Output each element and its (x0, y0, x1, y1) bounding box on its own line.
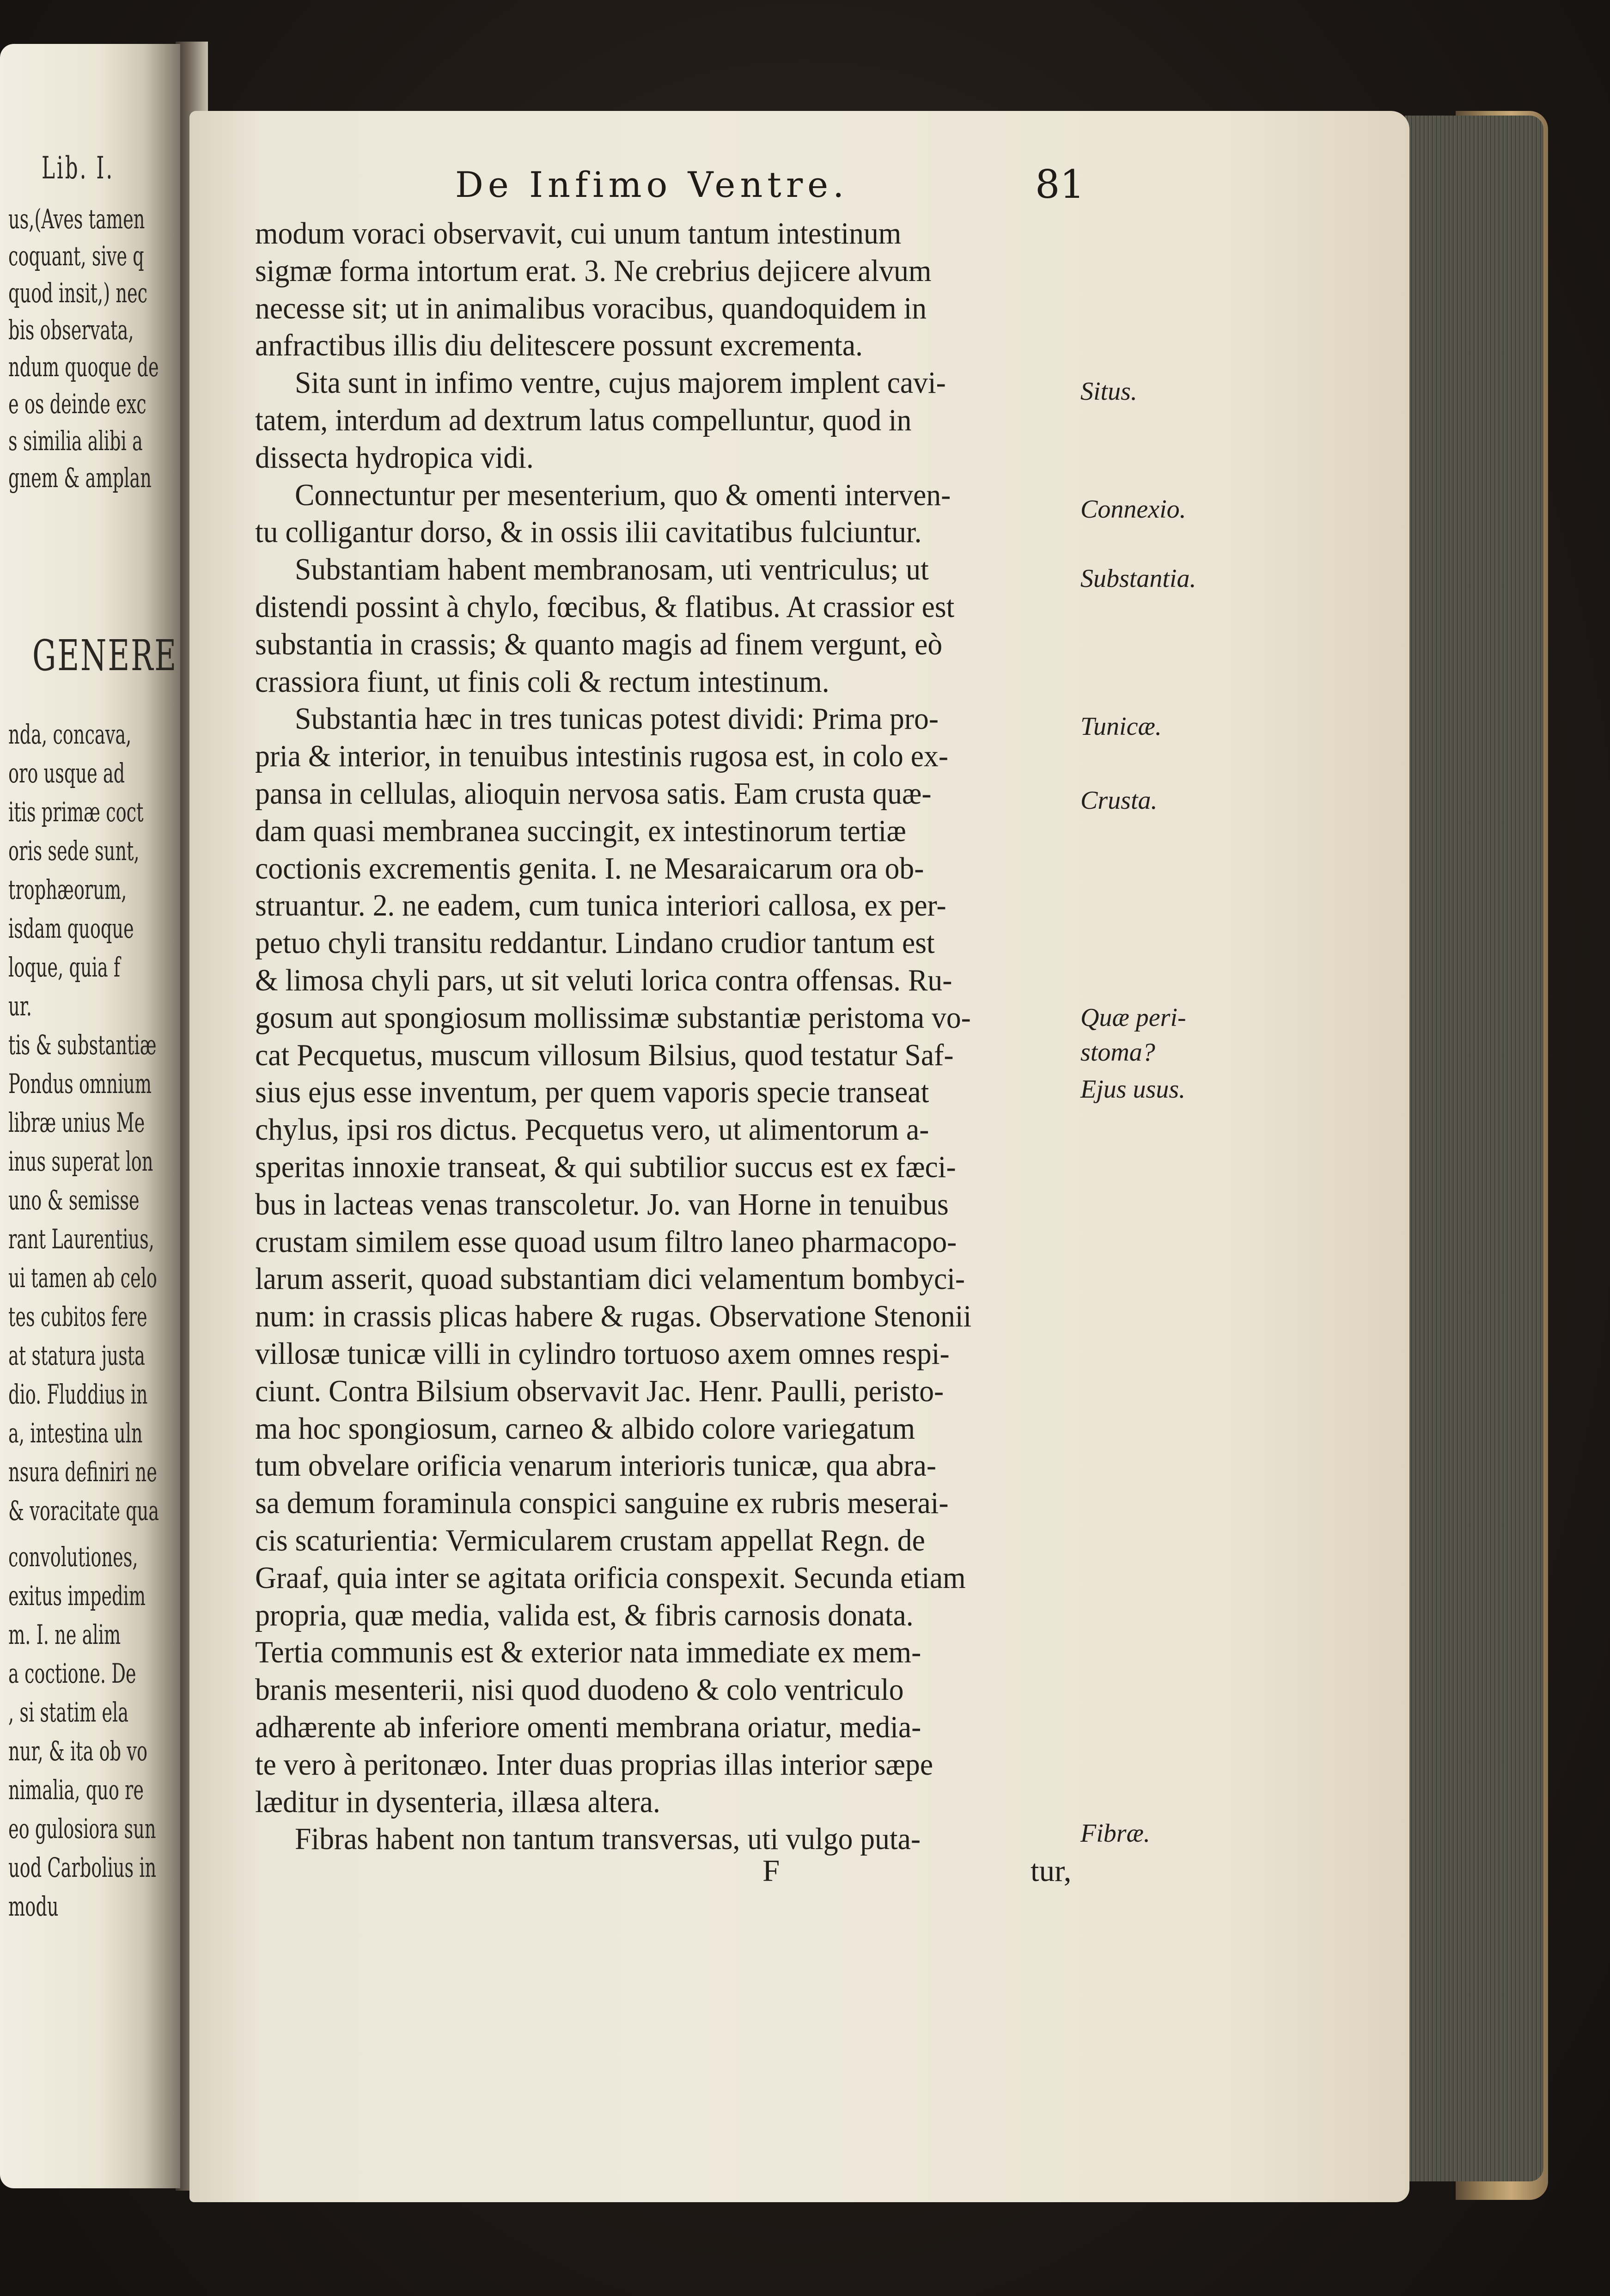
facing-page-header: Lib. I. (42, 150, 115, 186)
text-line: substantia in crassis; & quanto magis ad finem vergunt, eò (255, 627, 943, 661)
text-line: Substantiam habent membranosam, uti ventriculus; ut (295, 552, 929, 586)
text-line: cis scaturientia: Vermicularem crustam appellat Regn. de (255, 1523, 925, 1557)
text-line: distendi possint à chylo, fœcibus, & flatibus. At crassior est (255, 590, 955, 624)
facing-page-line: a coctione. De (8, 1658, 136, 1689)
margin-note: Substantia. (1080, 564, 1196, 593)
facing-page-line: nur, & ita ob vo (8, 1735, 147, 1767)
facing-page-line: coquant, sive q (8, 240, 144, 272)
text-line: Connectuntur per mesenterium, quo & omenti interven- (295, 478, 951, 512)
text-line: ciunt. Contra Bilsium observavit Jac. Henr. Paulli, peristo- (255, 1374, 944, 1408)
text-line: villosæ tunicæ villi in cylindro tortuoso axem omnes respi- (255, 1337, 950, 1371)
facing-page-line: ur. (8, 990, 32, 1022)
text-line: Substantia hæc in tres tunicas potest dividi: Prima pro- (295, 702, 939, 736)
facing-page-line: tis & substantiæ (8, 1029, 157, 1061)
text-line: & limosa chyli pars, ut sit veluti lorica contra offensas. Ru- (255, 963, 952, 997)
facing-page (0, 44, 180, 2188)
facing-page-line: modu (8, 1891, 59, 1922)
facing-page-line: isdam quoque (8, 913, 134, 944)
facing-page-line: ui tamen ab celo (8, 1262, 157, 1294)
facing-page-line: trophæorum, (8, 874, 127, 905)
text-line: propria, quæ media, valida est, & fibris carnosis donata. (255, 1598, 914, 1632)
text-line: Graaf, quia inter se agitata orificia conspexit. Secunda etiam (255, 1561, 966, 1595)
facing-page-line: uod Carbolius in (8, 1852, 157, 1883)
text-line: ma hoc spongiosum, carneo & albido colore variegatum (255, 1411, 915, 1446)
text-line: pria & interior, in tenuibus intestinis rugosa est, in colo ex- (255, 739, 949, 773)
margin-note: stoma? (1080, 1038, 1155, 1067)
facing-page-line: nsura definiri ne (8, 1456, 157, 1488)
text-line: tum obvelare orificia venarum interioris tunicæ, qua abra- (255, 1448, 937, 1483)
margin-note: Connexio. (1080, 495, 1186, 524)
facing-page-line: gnem & amplan (8, 462, 152, 494)
facing-page-line: rant Laurentius, (8, 1223, 154, 1255)
text-line: læditur in dysenteria, illæsa altera. (255, 1785, 660, 1819)
facing-page-line: dio. Fluddius in (8, 1379, 148, 1410)
facing-page-line: at statura justa (8, 1340, 145, 1371)
text-line: tu colligantur dorso, & in ossis ilii cavitatibus fulciuntur. (255, 515, 922, 549)
text-line: chylus, ipsi ros dictus. Pecquetus vero, ut alimentorum a- (255, 1112, 929, 1147)
text-line: crustam similem esse quoad usum filtro laneo pharmacopo- (255, 1225, 957, 1259)
text-line: sius ejus esse inventum, per quem vaporis specie transeat (255, 1075, 929, 1109)
facing-page-line: exitus impedim (8, 1580, 146, 1612)
page-number: 81 (1035, 162, 1085, 207)
text-line: te vero à peritonæo. Inter duas proprias illas interior sæpe (255, 1747, 933, 1782)
facing-page-line: s similia alibi a (8, 425, 143, 457)
facing-page-line: itis primæ coct (8, 796, 144, 828)
facing-page-line: , si statim ela (8, 1697, 129, 1728)
signature-mark: F (762, 1854, 780, 1888)
facing-page-heading: GENERE (32, 631, 178, 680)
facing-page-line: eo gulosiora sun (8, 1813, 156, 1844)
facing-page-line: & voracitate qua (8, 1495, 159, 1527)
text-line: bus in lacteas venas transcoletur. Jo. van Horne in tenuibus (255, 1187, 949, 1221)
facing-page-line: e os deinde exc (8, 388, 146, 420)
facing-page-line: Pondus omnium (8, 1068, 152, 1099)
facing-page-line: tes cubitos fere (8, 1301, 147, 1332)
text-line: petuo chyli transitu reddantur. Lindano crudior tantum est (255, 926, 935, 960)
facing-page-line: bis observata, (8, 314, 134, 346)
text-line: sa demum foraminula conspici sanguine ex rubris meserai- (255, 1486, 949, 1520)
text-line: crassiora fiunt, ut finis coli & rectum intestinum. (255, 665, 829, 699)
facing-page-line: quod insit,) nec (8, 277, 148, 309)
margin-note: Tunicæ. (1080, 712, 1162, 741)
facing-page-line: oris sede sunt, (8, 835, 140, 867)
text-line: pansa in cellulas, alioquin nervosa satis. Eam crusta quæ- (255, 776, 932, 811)
text-line: Fibras habent non tantum transversas, uti vulgo puta- (295, 1822, 921, 1856)
page-block-edge (1405, 116, 1543, 2181)
text-line: num: in crassis plicas habere & rugas. Observatione Stenonii (255, 1299, 972, 1333)
text-line: Tertia communis est & exterior nata immediate ex mem- (255, 1635, 921, 1669)
facing-page-line: libræ unius Me (8, 1107, 145, 1138)
text-line: tatem, interdum ad dextrum latus compelluntur, quod in (255, 403, 912, 437)
facing-page-line: nda, concava, (8, 719, 132, 750)
text-line: sigmæ forma intortum erat. 3. Ne crebrius dejicere alvum (255, 254, 932, 288)
facing-page-line: us,(Aves tamen (8, 203, 145, 235)
text-line: larum asserit, quoad substantiam dici velamentum bombyci- (255, 1262, 965, 1296)
margin-note: Crusta. (1080, 786, 1158, 815)
running-head: De Infimo Ventre. (455, 164, 849, 205)
text-line: dissecta hydropica vidi. (255, 440, 534, 475)
facing-page-line: a, intestina uln (8, 1417, 143, 1449)
facing-page-line: oro usque ad (8, 757, 125, 789)
margin-note: Quæ peri- (1080, 1003, 1186, 1032)
text-line: cat Pecquetus, muscum villosum Bilsius, quod testatur Saf- (255, 1038, 954, 1072)
text-line: coctionis excrementis genita. I. ne Mesaraicarum ora ob- (255, 851, 924, 885)
margin-note: Ejus usus. (1080, 1075, 1186, 1104)
catchword: tur, (1031, 1854, 1072, 1888)
margin-note: Situs. (1080, 377, 1137, 406)
text-line: branis mesenterii, nisi quod duodeno & colo ventriculo (255, 1673, 904, 1707)
facing-page-line: loque, quia f (8, 952, 121, 983)
text-line: anfractibus illis diu delitescere possunt excrementa. (255, 328, 863, 362)
text-line: modum voraci observavit, cui unum tantum intestinum (255, 216, 902, 250)
text-line: adhærente ab inferiore omenti membrana oriatur, media- (255, 1710, 921, 1744)
text-line: gosum aut spongiosum mollissimæ substantiæ peristoma vo- (255, 1001, 971, 1035)
facing-page-line: m. I. ne alim (8, 1619, 121, 1650)
margin-note: Fibræ. (1080, 1819, 1150, 1848)
facing-page-line: ndum quoque de (8, 351, 159, 383)
facing-page-line: inus superat lon (8, 1146, 153, 1177)
text-line: dam quasi membranea succingit, ex intestinorum tertiæ (255, 814, 906, 848)
text-line: struantur. 2. ne eadem, cum tunica interiori callosa, ex per- (255, 888, 946, 922)
facing-page-line: nimalia, quo re (8, 1774, 144, 1806)
text-line: speritas innoxie transeat, & qui subtilior succus est ex fæci- (255, 1150, 956, 1184)
text-line: Sita sunt in infimo ventre, cujus majorem implent cavi- (295, 366, 946, 400)
text-line: necesse sit; ut in animalibus voracibus, quandoquidem in (255, 291, 927, 325)
facing-page-line: convolutiones, (8, 1541, 138, 1573)
facing-page-line: uno & semisse (8, 1185, 140, 1216)
